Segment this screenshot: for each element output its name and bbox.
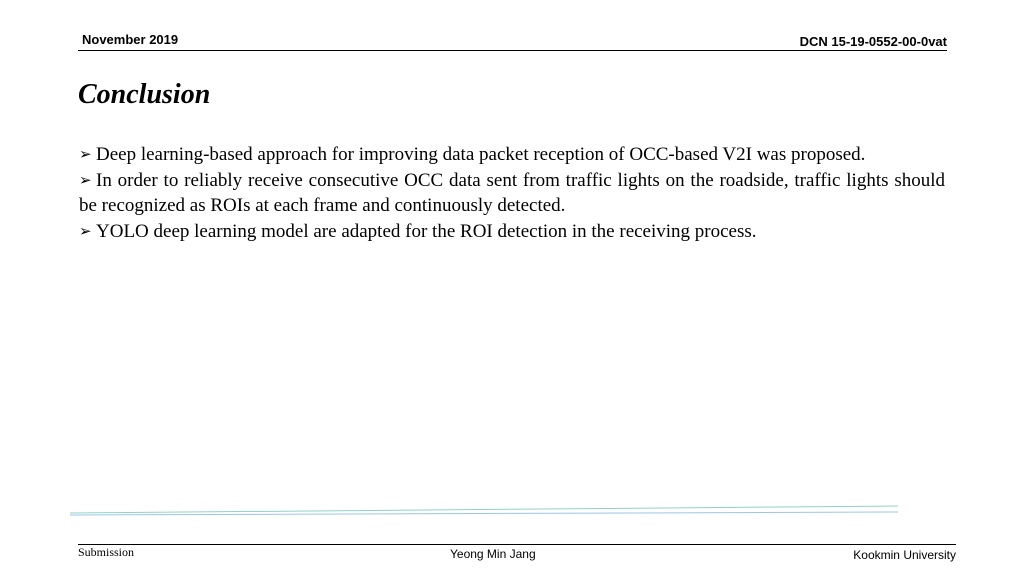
header-date: November 2019 [82, 32, 179, 47]
bullet-item-3 [79, 219, 945, 245]
bullet-text-3: YOLO deep learning model are adapted for the ROI detection in the receiving process. [96, 220, 757, 242]
slide-title: Conclusion [78, 79, 211, 110]
arrow-bullet-icon: ➢ [79, 145, 92, 163]
arrow-bullet-icon: ➢ [79, 170, 92, 189]
footer-rule [78, 544, 956, 545]
bullet-text-1: Deep learning-based approach for improving data packet reception of OCC-based V2I was proposed. [96, 144, 866, 165]
bullet-text-2: In order to reliably receive consecutive OCC data sent from traffic lights on the roadside, traffic lights should be recognized as ROIs at each frame and continuously detected. [79, 169, 945, 216]
footer-author: Yeong Min Jang [450, 547, 536, 561]
header-doc-number: DCN 15-19-0552-00-0vat [799, 34, 947, 49]
bullet-item-1 [79, 142, 945, 168]
decorative-lines [70, 505, 898, 517]
bullet-item-2 [79, 168, 945, 219]
bullet-list [79, 142, 945, 244]
footer-submission: Submission [78, 545, 135, 559]
footer-affiliation: Kookmin University [853, 548, 956, 562]
header-rule [78, 50, 947, 51]
arrow-bullet-icon: ➢ [79, 221, 92, 240]
